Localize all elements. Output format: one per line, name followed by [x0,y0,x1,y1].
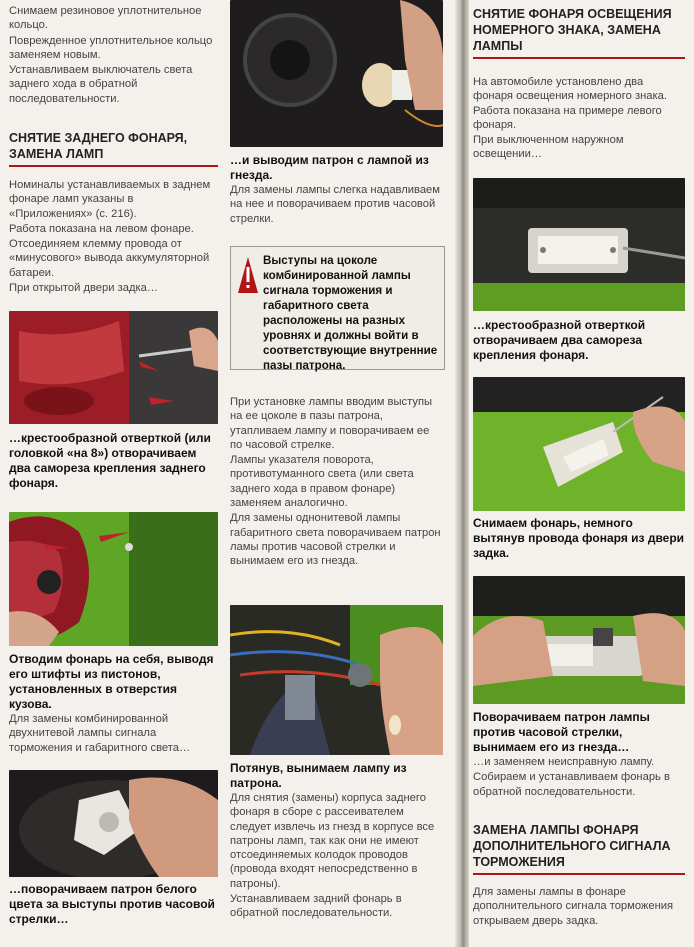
photo-caption: …поворачиваем патрон белого цвета за выступы против часовой стрелки… [9,882,215,926]
warning-note [230,246,445,370]
photo-wires-socket [230,605,443,755]
photo-caption: …крестообразной отверткой (или головкой «на 8») отворачиваем два самореза крепления заднего фонаря. [9,431,211,490]
paragraph: Для замены лампы в фонаре дополнительного сигнала торможения открываем дверь задка. [473,886,674,927]
column-right [473,0,685,947]
book-spine [455,0,469,947]
warning-icon [237,255,259,295]
caption-block [9,431,218,491]
photo-caption: Поворачиваем патрон лампы против часовой стрелки, вынимаем его из гнезда… [473,710,650,754]
paragraph: Для замены лампы слегка надавливаем на нее и поворачиваем против часовой стрелки. [230,184,440,225]
caption-block [9,882,218,927]
paragraph: Снимаем резиновое уплотнительное кольцо. [9,5,202,32]
photo-white-socket [9,770,218,877]
caption-block [230,153,443,227]
warning-text: Выступы на цоколе комбинированной лампы сигнала торможения и габаритного света расположены на разных уровнях и должны войти в соответствующие внутренние пазы патрона. [263,254,438,372]
paragraph: Отсоединяем клемму провода от «минусового» вывода аккумуляторной батареи. [9,238,210,279]
paragraph: Собираем и устанавливаем фонарь в обратной последовательности. [473,771,670,798]
paragraph: Устанавливаем выключатель света заднего хода в обратной последовательности. [9,64,193,105]
paragraph: Номиналы устанавливаемых в заднем фонаре ламп указаны в «Приложениях» (с. 216). [9,179,211,220]
paragraph: Для замены комбинированной двухнитевой лампы сигнала торможения и габаритного света… [9,713,191,754]
section-heading: ЗАМЕНА ЛАМПЫ ФОНАРЯ ДОПОЛНИТЕЛЬНОГО СИГНАЛА ТОРМОЖЕНИЯ [473,822,685,875]
caption-block [473,318,685,363]
column-left [9,0,218,947]
photo-bulb-removed [230,0,443,147]
photo-plate-lamp-removed [473,377,685,511]
photo-caption: Снимаем фонарь, немного вытянув провода фонаря из двери задка. [473,516,685,560]
photo-caption: Потянув, вынимаем лампу из патрона. [230,761,407,790]
section-heading-rear-lamp [9,130,218,167]
caption-block [230,761,443,922]
paragraph: При выключенном наружном освещении… [473,134,624,161]
paragraph: Устанавливаем задний фонарь в обратной последовательности. [230,893,402,920]
photo-caption: …крестообразной отверткой отворачиваем два самореза крепления фонаря. [473,318,646,362]
caption-block [9,652,218,756]
photo-rear-lamp-screwdriver [9,311,218,424]
section-heading-brake-lamp [473,822,685,875]
paragraph: Лампы указателя поворота, противотуманного света (или света заднего хода в правом фонаре) заменяем аналогично. [230,454,414,510]
section-heading-plate-lamp [473,6,685,59]
paragraph: При установке лампы вводим выступы на ее цоколе в пазы патрона, утапливаем лампу и поворачиваем ее по часовой стрелке. [230,396,433,451]
section-heading: СНЯТИЕ ФОНАРЯ ОСВЕЩЕНИЯ НОМЕРНОГО ЗНАКА, ЗАМЕНА ЛАМПЫ [473,6,685,59]
paragraph: При открытой двери задка… [9,282,159,295]
paragraph: Для замены однонитевой лампы габаритного света поворачиваем патрон ламы против часовой стрелки и вынимаем его из гнезда. [230,512,441,568]
paragraph: На автомобиле установлено два фонаря освещения номерного знака. Работа показана на примере левого фонаря. [473,76,667,131]
photo-plate-lamp-screws [473,178,685,311]
column-middle [230,0,443,947]
paragraph: Для снятия (замены) корпуса заднего фонаря в сборе с рассеивателем следует извлечь из гнезд в корпусе все патроны ламп, так как они не имеют отсоединяемых колодок проводов (провода входят непосредственно в патроны). [230,792,435,890]
paragraph: Поврежденное уплотнительное кольцо заменяем новым. [9,34,213,61]
plate-lamp-text [473,75,685,163]
intro-text [9,4,218,107]
socket-text [230,395,443,570]
brake-lamp-text [473,885,685,929]
section-heading: СНЯТИЕ ЗАДНЕГО ФОНАРЯ, ЗАМЕНА ЛАМП [9,130,218,167]
caption-block [473,516,685,561]
caption-block [473,710,685,800]
photo-lamp-pulled [9,512,218,646]
rear-lamp-text [9,178,218,296]
paragraph: …и заменяем неисправную лампу. [473,756,655,768]
photo-plate-lamp-socket [473,576,685,704]
paragraph: Работа показана на левом фонаре. [9,222,194,235]
photo-caption: …и выводим патрон с лампой из гнезда. [230,153,429,182]
photo-caption: Отводим фонарь на себя, выводя его штифты из пистонов, установленных в отверстия кузова. [9,652,214,711]
